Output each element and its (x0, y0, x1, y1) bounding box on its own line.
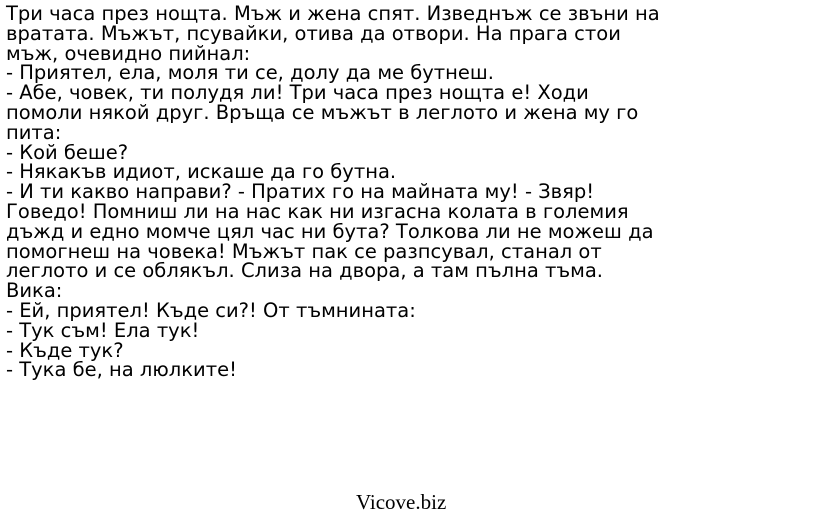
joke-line: - Приятел, ела, моля ти се, долу да ме бутнеш. (6, 61, 494, 85)
joke-line: леглото и се облякъл. Слиза на двора, а там пълна тъма. (6, 259, 603, 283)
joke-line: помоли някой друг. Връща се мъжът в леглото и жена му го (6, 100, 639, 124)
joke-text (6, 4, 811, 380)
joke-line: - Ей, приятел! Къде си?! От тъмнината: (6, 298, 416, 322)
joke-line: помогнеш на човека! Мъжът пак се разпсувал, станал от (6, 239, 602, 263)
joke-line: мъж, очевидно пийнал: (6, 41, 251, 65)
joke-line: - Кой беше? (6, 140, 129, 164)
joke-line: - Къде тук? (6, 338, 124, 362)
joke-line: - Абе, човек, ти полудя ли! Три часа през нощта е! Ходи (6, 81, 589, 105)
joke-line: Три часа през нощта. Мъж и жена спят. Изведнъж се звъни на (6, 2, 660, 25)
joke-line: - И ти какво направи? - Пратих го на майната му! - Звяр! (6, 180, 595, 204)
joke-line: вратата. Мъжът, псувайки, отива да отвори. На прага стои (6, 21, 621, 45)
joke-line: - Тук съм! Ела тук! (6, 318, 200, 342)
joke-line: пита: (6, 120, 62, 144)
joke-line: - Тука бе, на люлките! (6, 358, 237, 382)
joke-line: дъжд и едно момче цял час ни бута? Толкова ли не можеш да (6, 219, 654, 243)
joke-line: Вика: (6, 279, 63, 303)
joke-line: Говедо! Помниш ли на нас как ни изгасна колата в големия (6, 199, 629, 223)
watermark: Vicove.biz (356, 490, 447, 514)
joke-line: - Някакъв идиот, искаше да го бутна. (6, 160, 397, 184)
